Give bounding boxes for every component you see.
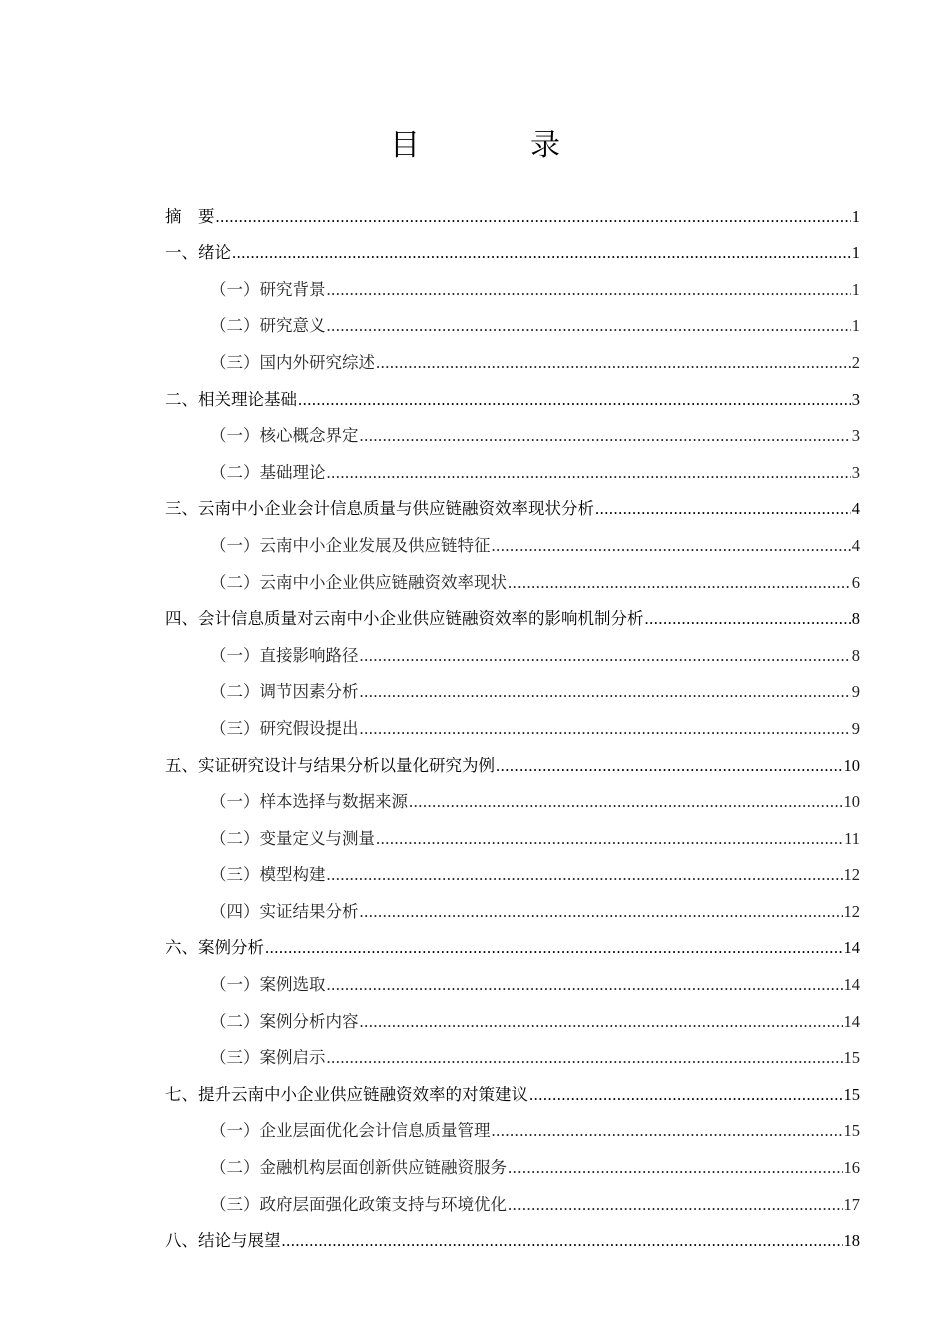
toc-entry-label: （三）研究假设提出 bbox=[210, 718, 359, 738]
toc-entry-label: （三）国内外研究综述 bbox=[210, 352, 375, 372]
toc-entry-page-number: 6 bbox=[851, 572, 860, 592]
toc-entry-page-number: 1 bbox=[851, 316, 860, 336]
toc-entry-page-number: 9 bbox=[851, 682, 860, 702]
dot-leader bbox=[360, 902, 843, 922]
toc-entry-page-number: 8 bbox=[851, 645, 860, 665]
toc-entry[interactable] bbox=[165, 776, 860, 813]
toc-entry-label: （一）直接影响路径 bbox=[210, 645, 359, 665]
toc-entry-page-number: 15 bbox=[843, 1121, 860, 1141]
toc-entry-label: （二）云南中小企业供应链融资效率现状 bbox=[210, 572, 507, 592]
toc-entry-page-number: 4 bbox=[851, 499, 860, 519]
toc-title: 目 录 bbox=[390, 128, 600, 163]
toc-entry-label: （一）案例选取 bbox=[210, 975, 326, 995]
dot-leader bbox=[595, 499, 851, 519]
dot-leader bbox=[327, 865, 843, 885]
toc-entry-page-number: 3 bbox=[851, 426, 860, 446]
toc-entry-page-number: 3 bbox=[851, 389, 860, 409]
toc-entry-page-number: 16 bbox=[843, 1158, 860, 1178]
dot-leader bbox=[409, 792, 843, 812]
toc-entry[interactable] bbox=[165, 373, 860, 410]
toc-entry-label: （三）政府层面强化政策支持与环境优化 bbox=[210, 1194, 507, 1214]
toc-entry-label: （一）云南中小企业发展及供应链特征 bbox=[210, 535, 491, 555]
toc-entry-page-number: 14 bbox=[843, 975, 860, 995]
dot-leader bbox=[327, 280, 851, 300]
toc-entry[interactable] bbox=[165, 1032, 860, 1069]
dot-leader bbox=[360, 1012, 843, 1032]
toc-entry-label: 三、云南中小企业会计信息质量与供应链融资效率现状分析 bbox=[165, 499, 594, 519]
toc-entry[interactable] bbox=[165, 1105, 860, 1142]
toc-entry-page-number: 12 bbox=[843, 865, 860, 885]
toc-entry[interactable] bbox=[165, 336, 860, 373]
dot-leader bbox=[496, 756, 843, 776]
toc-entry-page-number: 15 bbox=[843, 1048, 860, 1068]
dot-leader bbox=[360, 426, 851, 446]
toc-entry-page-number: 8 bbox=[851, 609, 860, 629]
toc-entry-page-number: 3 bbox=[851, 462, 860, 482]
toc-entry-page-number: 14 bbox=[843, 1011, 860, 1031]
toc-entry[interactable] bbox=[165, 702, 860, 739]
toc-entry[interactable] bbox=[165, 1178, 860, 1215]
toc-entry[interactable] bbox=[165, 519, 860, 556]
dot-leader bbox=[360, 646, 851, 666]
dot-leader bbox=[360, 719, 851, 739]
toc-entry[interactable] bbox=[165, 410, 860, 447]
toc-entry[interactable] bbox=[165, 958, 860, 995]
toc-entry[interactable] bbox=[165, 556, 860, 593]
toc-entry-label: （一）样本选择与数据来源 bbox=[210, 792, 408, 812]
dot-leader bbox=[360, 682, 851, 702]
toc-entry-label: （一）研究背景 bbox=[210, 279, 326, 299]
toc-entry-label: （三）案例启示 bbox=[210, 1048, 326, 1068]
dot-leader bbox=[298, 390, 851, 410]
toc-entry[interactable] bbox=[165, 739, 860, 776]
dot-leader bbox=[645, 609, 851, 629]
toc-entry-label: （一）企业层面优化会计信息质量管理 bbox=[210, 1121, 491, 1141]
toc-entry-page-number: 9 bbox=[851, 718, 860, 738]
toc-entry[interactable] bbox=[165, 483, 860, 520]
toc-entry-page-number: 1 bbox=[851, 206, 860, 226]
toc-entry-label: （二）变量定义与测量 bbox=[210, 828, 375, 848]
dot-leader bbox=[216, 207, 851, 227]
toc-entry[interactable] bbox=[165, 446, 860, 483]
toc-entry[interactable] bbox=[165, 1068, 860, 1105]
toc-entry-label: （二）案例分析内容 bbox=[210, 1011, 359, 1031]
dot-leader bbox=[327, 1048, 843, 1068]
toc-entry-label: （二）调节因素分析 bbox=[210, 682, 359, 702]
toc-entry[interactable] bbox=[165, 593, 860, 630]
toc-entry-label: 四、会计信息质量对云南中小企业供应链融资效率的影响机制分析 bbox=[165, 609, 644, 629]
dot-leader bbox=[529, 1085, 843, 1105]
toc-entry-page-number: 1 bbox=[851, 243, 860, 263]
toc-entry[interactable] bbox=[165, 1141, 860, 1178]
toc-entry[interactable] bbox=[165, 1215, 860, 1252]
dot-leader bbox=[327, 975, 843, 995]
toc-entry[interactable] bbox=[165, 812, 860, 849]
toc-entry-label: （二）基础理论 bbox=[210, 462, 326, 482]
dot-leader bbox=[282, 1231, 843, 1251]
toc-entry-label: 八、结论与展望 bbox=[165, 1231, 281, 1251]
toc-entry[interactable] bbox=[165, 300, 860, 337]
toc-entry-page-number: 2 bbox=[851, 352, 860, 372]
toc-entry-page-number: 17 bbox=[843, 1194, 860, 1214]
dot-leader bbox=[508, 1158, 843, 1178]
toc-entry-page-number: 12 bbox=[843, 901, 860, 921]
toc-entry-label: 一、绪论 bbox=[165, 243, 231, 263]
toc-entry-label: （三）模型构建 bbox=[210, 865, 326, 885]
toc-entry-label: （二）研究意义 bbox=[210, 316, 326, 336]
toc-entry-label: （四）实证结果分析 bbox=[210, 901, 359, 921]
dot-leader bbox=[508, 573, 851, 593]
toc-entry-label: 五、实证研究设计与结果分析以量化研究为例 bbox=[165, 755, 495, 775]
dot-leader bbox=[376, 353, 851, 373]
dot-leader bbox=[232, 243, 851, 263]
toc-entry[interactable] bbox=[165, 629, 860, 666]
toc-entry-page-number: 11 bbox=[844, 828, 860, 848]
toc-entry-page-number: 10 bbox=[843, 755, 860, 775]
toc-entry-page-number: 15 bbox=[843, 1084, 860, 1104]
toc-entry-page-number: 10 bbox=[843, 792, 860, 812]
toc-entry[interactable] bbox=[165, 190, 860, 227]
toc-entry[interactable] bbox=[165, 995, 860, 1032]
toc-entry[interactable] bbox=[165, 922, 860, 959]
toc-entry[interactable] bbox=[165, 227, 860, 264]
toc-entry-label: 六、案例分析 bbox=[165, 938, 264, 958]
dot-leader bbox=[327, 316, 851, 336]
dot-leader bbox=[265, 938, 843, 958]
toc-entry-label: 摘 要 bbox=[165, 206, 215, 226]
toc-entry-page-number: 18 bbox=[843, 1231, 860, 1251]
toc-entry-page-number: 4 bbox=[851, 535, 860, 555]
dot-leader bbox=[327, 463, 851, 483]
table-of-contents bbox=[165, 190, 860, 1251]
toc-entry[interactable] bbox=[165, 885, 860, 922]
toc-entry-label: （一）核心概念界定 bbox=[210, 426, 359, 446]
toc-entry-page-number: 14 bbox=[843, 938, 860, 958]
toc-entry[interactable] bbox=[165, 849, 860, 886]
dot-leader bbox=[492, 536, 851, 556]
dot-leader bbox=[508, 1195, 843, 1215]
toc-entry-page-number: 1 bbox=[851, 279, 860, 299]
toc-entry[interactable] bbox=[165, 666, 860, 703]
toc-entry[interactable] bbox=[165, 263, 860, 300]
toc-entry-label: 二、相关理论基础 bbox=[165, 389, 297, 409]
dot-leader bbox=[376, 829, 843, 849]
dot-leader bbox=[492, 1121, 843, 1141]
toc-entry-label: 七、提升云南中小企业供应链融资效率的对策建议 bbox=[165, 1084, 528, 1104]
toc-entry-label: （二）金融机构层面创新供应链融资服务 bbox=[210, 1158, 507, 1178]
